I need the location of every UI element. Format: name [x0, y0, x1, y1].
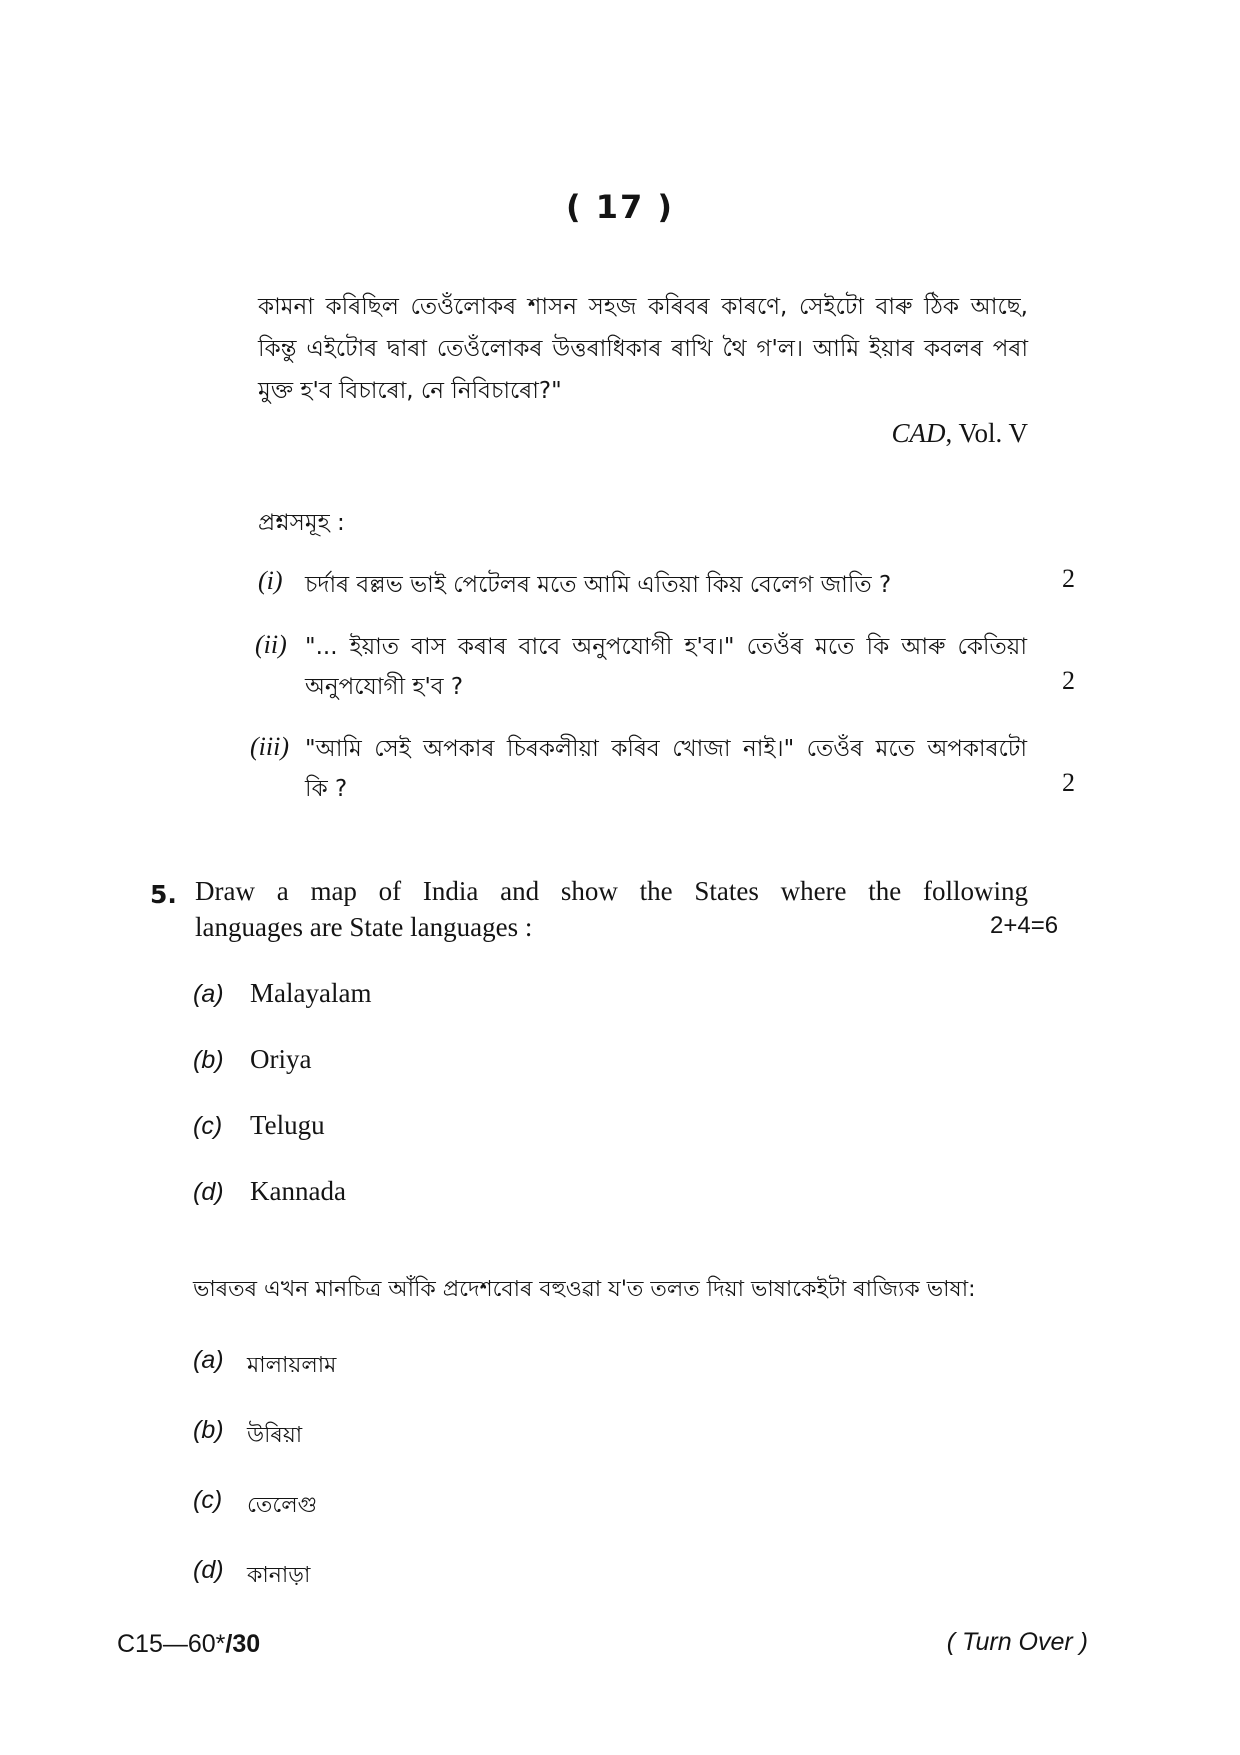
- question-text: কি ?: [305, 776, 348, 802]
- question-text: "... ইয়াত বাস কৰাৰ বাবে অনুপযোগী হ'ব।" তেওঁৰ মতে কি আৰু কেতিয়া: [305, 634, 1027, 660]
- option-text: Telugu: [250, 1110, 325, 1140]
- page-number: ( 17 ): [565, 188, 675, 226]
- question-text: "আমি সেই অপকাৰ চিৰকলীয়া কৰিব খোজা নাই।" তেওঁৰ মতে অপকাৰটো: [305, 736, 1027, 762]
- option-label: (a): [193, 1346, 224, 1374]
- quote-source: [891, 418, 1028, 449]
- option-text: উৰিয়া: [247, 1423, 303, 1448]
- question-number: 5.: [150, 880, 177, 909]
- quote-line: মুক্ত হ'ব বিচাৰো, নে নিবিচাৰো?": [258, 378, 562, 404]
- source-volume: , Vol. V: [945, 418, 1028, 448]
- option-label: (c): [193, 1112, 223, 1140]
- question-marks: 2: [1062, 564, 1075, 593]
- question-label: (ii): [255, 630, 287, 659]
- question-text: অনুপযোগী হ'ব ?: [305, 674, 464, 700]
- option-text: কানাড়া: [247, 1563, 311, 1588]
- option-label: (d): [193, 1178, 224, 1206]
- turn-over-note: ( Turn Over ): [946, 1628, 1088, 1656]
- option-text: Kannada: [250, 1176, 346, 1206]
- option-label: (a): [193, 980, 224, 1008]
- paper-code-prefix: C15—60*: [117, 1630, 226, 1658]
- question-marks: 2: [1062, 768, 1075, 797]
- paper-code-suffix: /30: [225, 1630, 261, 1658]
- questions-heading: প্ৰশ্নসমূহ :: [258, 510, 345, 536]
- quote-line: কিন্তু এইটোৰ দ্বাৰা তেওঁলোকৰ উত্তৰাধিকাৰ ৰাখি থৈ গ'ল। আমি ইয়াৰ কবলৰ পৰা: [258, 336, 1028, 362]
- option-label: (b): [193, 1046, 224, 1074]
- source-title: CAD: [891, 418, 946, 448]
- quote-line: কামনা কৰিছিল তেওঁলোকৰ শাসন সহজ কৰিবৰ কাৰণে, সেইটো বাৰু ঠিক আছে,: [258, 294, 1028, 320]
- question-marks: 2+4=6: [990, 912, 1059, 939]
- assamese-question-text: ভাৰতৰ এখন মানচিত্ৰ আঁকি প্ৰদেশবোৰ বহুওৱা য'ত তলত দিয়া ভাষাকেইটা ৰাজ্যিক ভাষা:: [193, 1277, 976, 1302]
- option-label: (c): [193, 1486, 223, 1514]
- option-text: তেলেগু: [247, 1493, 318, 1518]
- option-text: মালায়লাম: [247, 1353, 337, 1378]
- question-marks: 2: [1062, 666, 1075, 695]
- option-label: (d): [193, 1556, 224, 1584]
- question-text: Draw a map of India and show the States where the following: [195, 876, 1028, 906]
- question-label: (iii): [250, 732, 289, 761]
- question-label: (i): [258, 566, 283, 595]
- option-text: Oriya: [250, 1044, 312, 1074]
- option-text: Malayalam: [250, 978, 372, 1008]
- paper-code: [117, 1630, 260, 1659]
- option-label: (b): [193, 1416, 224, 1444]
- question-text: languages are State languages :: [195, 912, 533, 942]
- question-text: চৰ্দাৰ বল্লভ ভাই পেটেলৰ মতে আমি এতিয়া কিয় বেলেগ জাতি ?: [305, 572, 892, 598]
